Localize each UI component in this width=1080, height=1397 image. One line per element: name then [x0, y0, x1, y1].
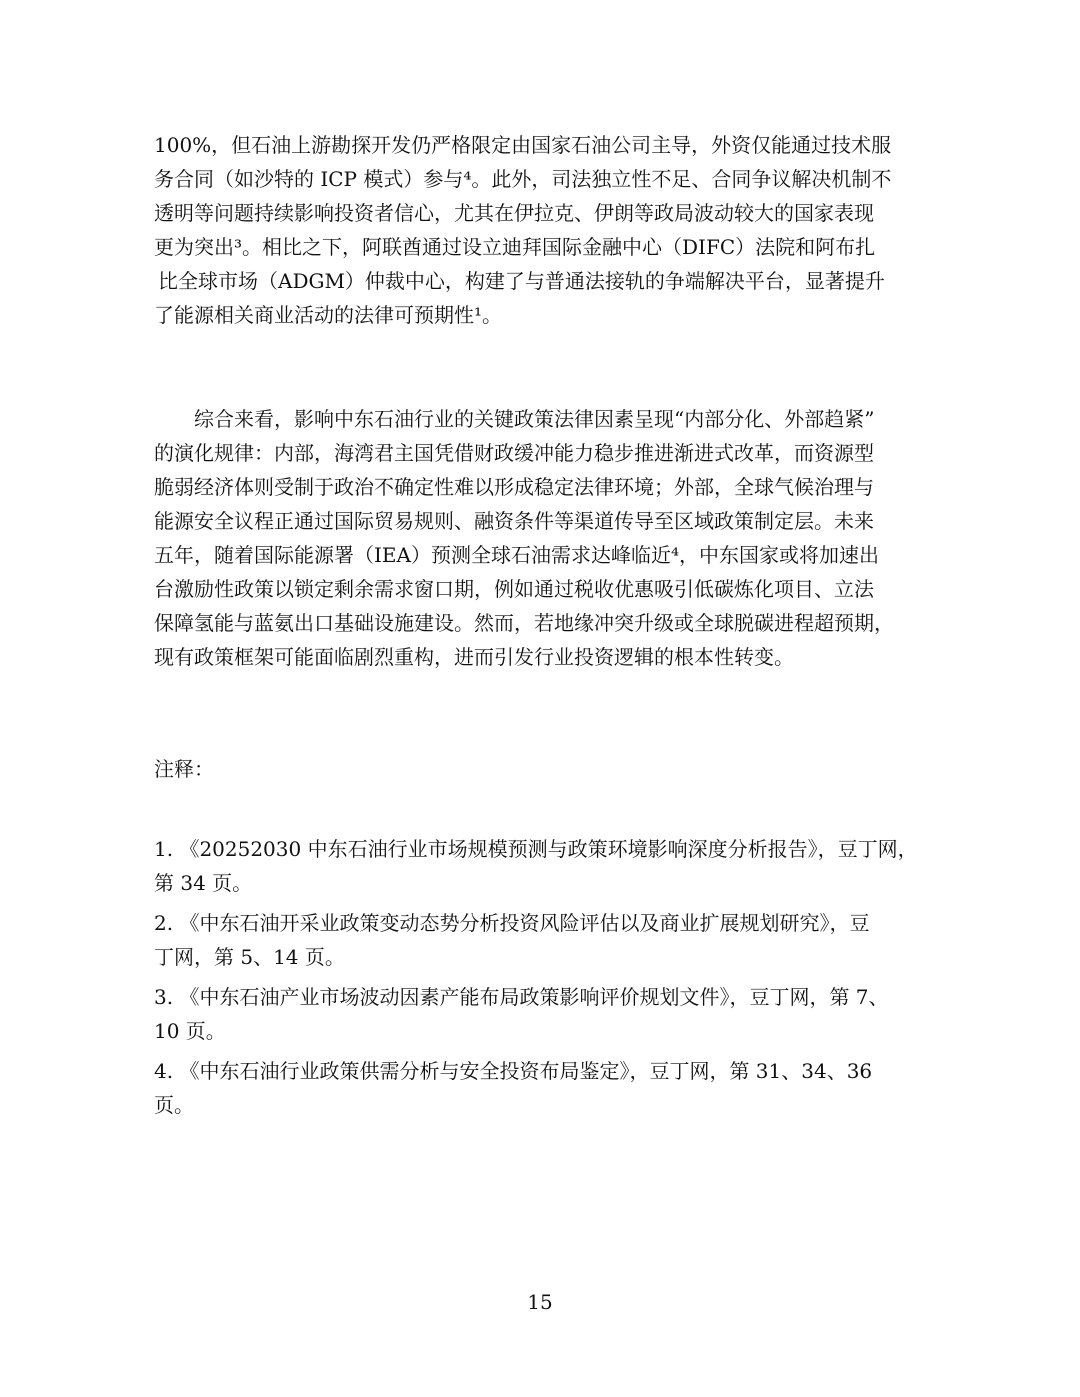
note-line: 第 34 页。	[154, 871, 253, 895]
notes-heading: 注释：	[154, 757, 214, 781]
paragraph-2-line: 五年，随着国际能源署（IEA）预测全球石油需求达峰临近⁴，中东国家或将加速出	[154, 543, 879, 567]
note-item	[154, 906, 954, 974]
paragraph-1	[154, 128, 954, 332]
note-item	[154, 980, 954, 1048]
paragraph-2-line: 现有政策框架可能面临剧烈重构，进而引发行业投资逻辑的根本性转变。	[154, 645, 794, 669]
paragraph-2-line: 的演化规律：内部，海湾君主国凭借财政缓冲能力稳步推进渐进式改革，而资源型	[154, 441, 874, 465]
paragraph-1-line: 了能源相关商业活动的法律可预期性¹。	[154, 303, 503, 327]
paragraph-2-line: 综合来看，影响中东石油行业的关键政策法律因素呈现“内部分化、外部趋紧”	[194, 407, 875, 431]
paragraph-2-line: 台激励性政策以锁定剩余需求窗口期，例如通过税收优惠吸引低碳炼化项目、立法	[154, 577, 874, 601]
paragraph-1-line: 透明等问题持续影响投资者信心，尤其在伊拉克、伊朗等政局波动较大的国家表现	[154, 201, 874, 225]
note-line: 3. 《中东石油产业市场波动因素产能布局政策影响评价规划文件》，豆丁网，第 7、	[154, 985, 889, 1009]
note-line: 1. 《20252030 中东石油行业市场规模预测与政策环境影响深度分析报告》，豆丁网，	[154, 837, 918, 861]
paragraph-1-line: 100%，但石油上游勘探开发仍严格限定由国家石油公司主导，外资仅能通过技术服	[154, 133, 892, 157]
note-line: 丁网，第 5、14 页。	[154, 945, 345, 969]
paragraph-1-line: 务合同（如沙特的 ICP 模式）参与⁴。此外，司法独立性不足、合同争议解决机制不	[154, 167, 892, 191]
notes-list	[154, 832, 954, 1128]
note-line: 页。	[154, 1093, 194, 1117]
paragraph-1-line: 比全球市场（ADGM）仲裁中心，构建了与普通法接轨的争端解决平台，显著提升	[158, 269, 885, 293]
note-item	[154, 832, 954, 900]
paragraph-2-line: 保障氢能与蓝氨出口基础设施建设。然而，若地缘冲突升级或全球脱碳进程超预期，	[154, 611, 894, 635]
note-line: 2. 《中东石油开采业政策变动态势分析投资风险评估以及商业扩展规划研究》，豆	[154, 911, 870, 935]
note-item	[154, 1054, 954, 1122]
paragraph-1-line: 更为突出³。相比之下，阿联酋通过设立迪拜国际金融中心（DIFC）法院和阿布扎	[154, 235, 876, 259]
paragraph-2	[154, 402, 954, 674]
paragraph-2-line: 脆弱经济体则受制于政治不确定性难以形成稳定法律环境；外部，全球气候治理与	[154, 475, 874, 499]
page-number: 15	[527, 1290, 553, 1314]
note-line: 10 页。	[154, 1019, 226, 1043]
note-line: 4. 《中东石油行业政策供需分析与安全投资布局鉴定》，豆丁网，第 31、34、36	[154, 1059, 873, 1083]
paragraph-2-line: 能源安全议程正通过国际贸易规则、融资条件等渠道传导至区域政策制定层。未来	[154, 509, 874, 533]
